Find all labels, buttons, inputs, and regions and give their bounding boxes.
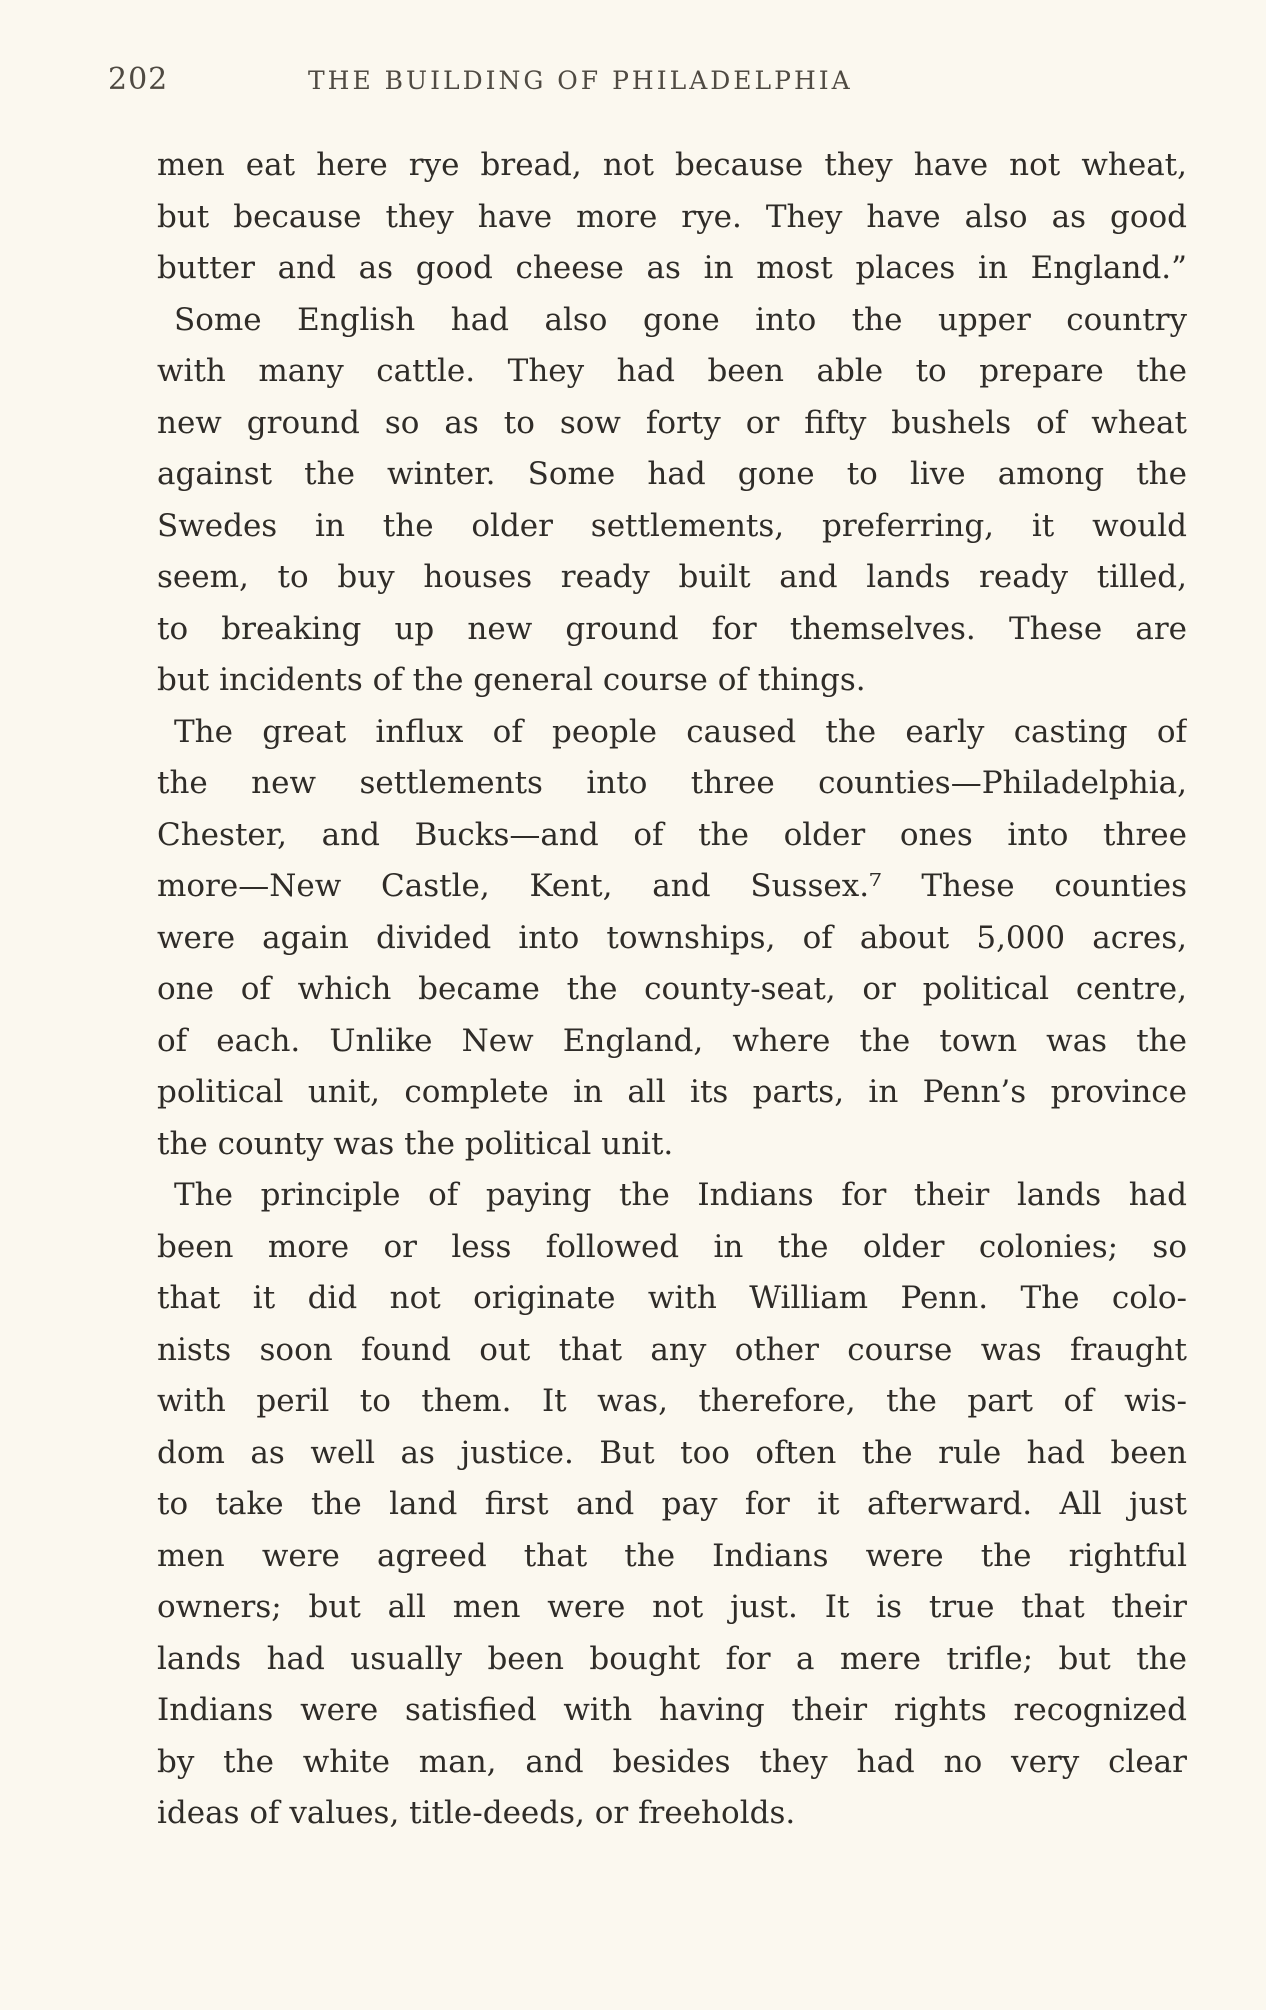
text-line: one of which became the county-seat, or political centre, [157, 971, 1187, 1007]
text-line: Some English had also gone into the upper country [174, 301, 1187, 338]
text-line: seem, to buy houses ready built and lands ready tilled, [157, 559, 1187, 595]
text-line: of each. Unlike New England, where the town was the [157, 1022, 1187, 1059]
running-head [108, 62, 1008, 102]
text-line: the new settlements into three counties—Philadelphia, [157, 765, 1187, 801]
text-line: men eat here rye bread, not because they have not wheat, [157, 147, 1187, 183]
text-line: but incidents of the general course of things. [157, 662, 866, 698]
text-line: against the winter. Some had gone to live among the [157, 456, 1187, 492]
text-line: the county was the political unit. [157, 1125, 674, 1162]
text-line: lands had usually been bought for a mere trifle; but the [157, 1640, 1187, 1677]
text-line: butter and as good cheese as in most places in England.” [157, 250, 1187, 286]
text-line: were again divided into townships, of about 5,000 acres, [157, 919, 1187, 956]
text-line: by the white man, and besides they had no very clear [157, 1743, 1187, 1780]
text-line: political unit, complete in all its parts, in Penn’s province [157, 1074, 1187, 1110]
text-line: dom as well as justice. But too often the rule had been [157, 1434, 1187, 1471]
text-line: with peril to them. It was, therefore, the part of wis- [157, 1383, 1187, 1419]
text-line: nists soon found out that any other course was fraught [157, 1331, 1187, 1368]
text-line: to breaking up new ground for themselves. These are [157, 610, 1187, 647]
text-line: more—New Castle, Kent, and Sussex.⁷ These counties [157, 868, 1187, 904]
body-text [157, 140, 1187, 1840]
text-line: ideas of values, title-deeds, or freeholds. [157, 1795, 796, 1831]
text-line: owners; but all men were not just. It is true that their [157, 1589, 1187, 1625]
text-line: that it did not originate with William Penn. The colo- [157, 1280, 1187, 1316]
text-line: new ground so as to sow forty or fifty bushels of wheat [157, 404, 1187, 441]
page-number: 202 [108, 62, 169, 97]
text-line: The principle of paying the Indians for their lands had [174, 1177, 1187, 1213]
text-line: with many cattle. They had been able to prepare the [157, 353, 1187, 389]
text-line: but because they have more rye. They have also as good [157, 198, 1187, 235]
text-line: to take the land first and pay for it afterward. All just [157, 1486, 1187, 1522]
text-line: men were agreed that the Indians were the rightful [157, 1537, 1187, 1574]
text-line: Chester, and Bucks—and of the older ones into three [157, 816, 1187, 853]
text-line: been more or less followed in the older colonies; so [157, 1228, 1187, 1265]
text-line: The great influx of people caused the early casting of [174, 713, 1187, 750]
text-line: Swedes in the older settlements, preferring, it would [157, 507, 1187, 544]
running-title: THE BUILDING OF PHILADELPHIA [308, 66, 853, 95]
text-line: Indians were satisfied with having their rights recognized [157, 1692, 1187, 1728]
